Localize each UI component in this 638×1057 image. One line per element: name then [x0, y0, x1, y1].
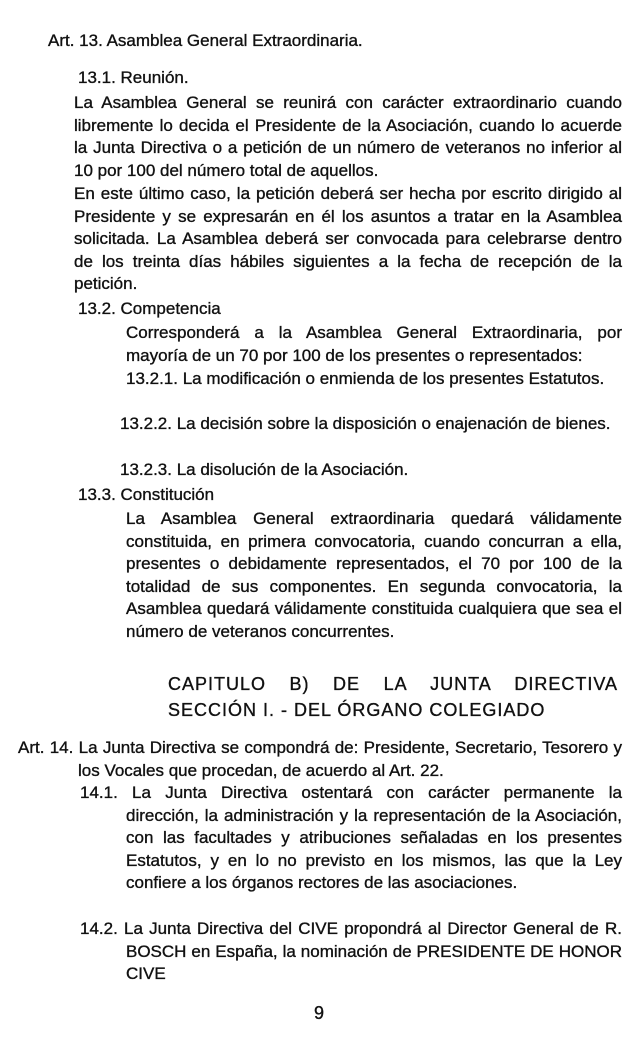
item-13-2-3: 13.2.3. La disolución de la Asociación.	[120, 460, 409, 479]
section-13-1-paragraph-1: La Asamblea General se reunirá con carácter extraordinario cuando libremente lo decida el Presidente de la Asociación, cuando lo acuerde la Junta Directiva o a petición de un número de veteranos no inferior al 10 por 100 del número total de aquellos.	[74, 93, 622, 180]
article-14-intro: Art. 14. La Junta Directiva se compondrá de: Presidente, Secretario, Tesorero y los Vocales que procedan, de acuerdo al Art. 22.	[18, 738, 622, 780]
section-13-2-heading: 13.2. Competencia	[78, 299, 221, 318]
section-13-3-body: La Asamblea General extraordinaria quedará válidamente constituida, en primera convocatoria, cuando concurran a ella, presentes o debidamente representados, el 70 por 100 de la totalidad de sus componentes. En segunda convocatoria, la Asamblea quedará válidamente constituida cualquiera que sea el número de veteranos concurrentes.	[126, 509, 622, 641]
page-number: 9	[313, 1003, 324, 1023]
section-title: SECCIÓN I. - DEL ÓRGANO COLEGIADO	[168, 700, 546, 720]
item-13-2-1: 13.2.1. La modificación o enmienda de los presentes Estatutos.	[126, 369, 605, 388]
section-14-2: 14.2. La Junta Directiva del CIVE propondrá al Director General de R. BOSCH en España, la nominación de PRESIDENTE DE HONOR CIVE	[80, 919, 622, 983]
section-14-1: 14.1. La Junta Directiva ostentará con carácter permanente la dirección, la administración y la representación de la Asociación, con las facultades y atribuciones señaladas en los presentes Estatutos, y en lo no previsto en los mismos, las que la Ley confiere a los órganos rectores de las asociaciones.	[80, 783, 622, 892]
article-13-title: Art. 13. Asamblea General Extraordinaria.	[48, 31, 363, 50]
section-13-3-heading: 13.3. Constitución	[78, 485, 215, 504]
section-13-2-intro: Corresponderá a la Asamblea General Extraordinaria, por mayoría de un 70 por 100 de los presentes o representados:	[126, 323, 622, 365]
chapter-title: CAPITULO B) DE LA JUNTA DIRECTIVA	[168, 674, 618, 694]
item-13-2-2: 13.2.2. La decisión sobre la disposición o enajenación de bienes.	[120, 414, 611, 433]
section-13-1-paragraph-2: En este último caso, la petición deberá ser hecha por escrito dirigido al Presidente y se expresarán en él los asuntos a tratar en la Asamblea solicitada. La Asamblea deberá ser convocada para celebrarse dentro de los treinta días hábiles siguientes a la fecha de recepción de la petición.	[74, 184, 622, 293]
section-13-1-heading: 13.1. Reunión.	[78, 68, 189, 87]
